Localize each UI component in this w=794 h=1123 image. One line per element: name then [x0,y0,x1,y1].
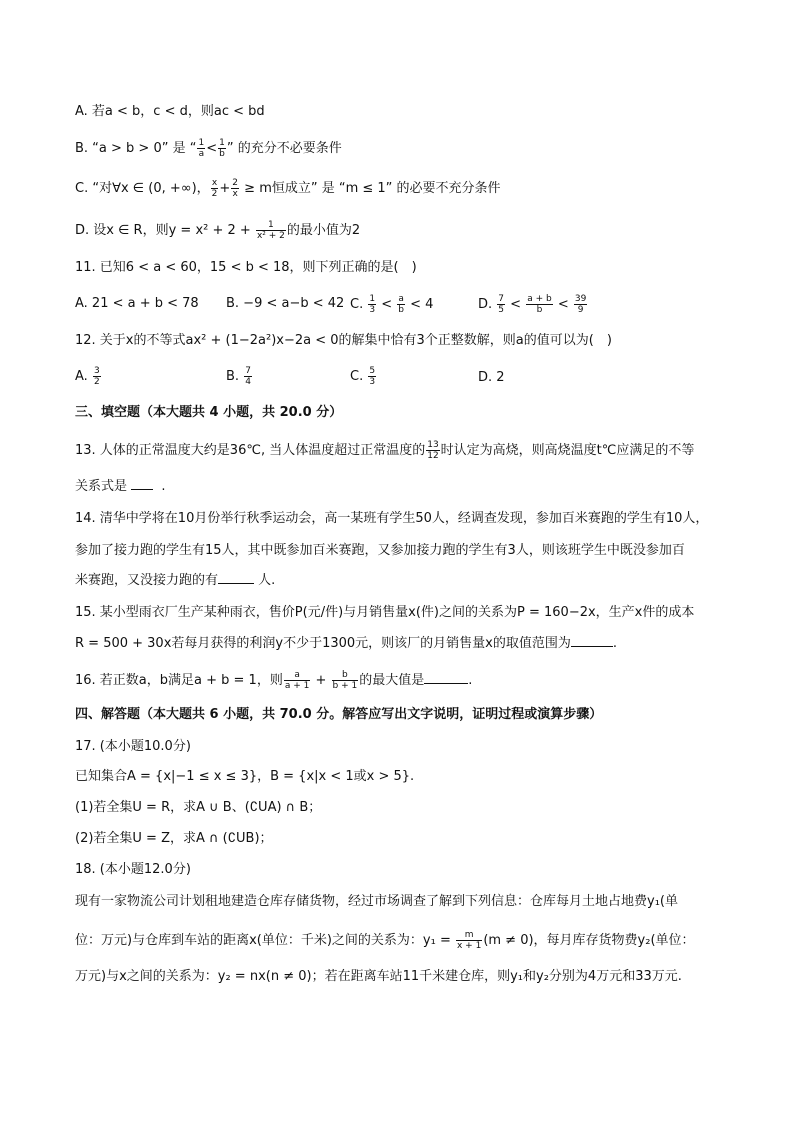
fraction: $\frac{7}{4}$ [245,366,251,387]
fraction: $\frac{13}{12}$ [427,440,439,461]
q12-option-a: A. $\frac{3}{2}$ [75,366,100,387]
q10-option-a: A. 若a < b，c < d，则ac < bd [75,104,265,119]
q12-option-b: B. $\frac{7}{4}$ [226,366,251,387]
fraction: $\frac{3}{2}$ [93,366,100,387]
q16-line: 16. 若正数a，b满足a + b = 1，则 $\frac{a}{a + 1}$ + $\frac{b}{b + 1}$ 的最大值是 . [75,670,473,691]
q18-line2: 位：万元)与仓库到车站的距离x(单位：千米)之间的关系为：y₁ = $\frac{m}{x + 1}$ (m ≠ 0)，每月库存货物费y₂(单位： [75,930,695,951]
q13-line1: 13. 人体的正常温度大约是36℃, 当人体温度超过正常温度的 $\frac{13}{12}$ 时认定为高烧，则高烧温度t℃应满足的不等 [75,440,695,461]
fraction: $\frac{1}{\text{x² + 2}}$ [256,220,285,241]
fraction: $\frac{1}{b}$ [219,138,225,159]
q10-option-c: C. “对∀x ∈ (0, +∞)， $\frac{x}{2}$ + $\frac{2}{x}$ ≥ m恒成立” 是 “m ≤ 1” 的必要不充分条件 [75,178,501,199]
q14-line2: 参加了接力跑的学生有15人，其中既参加百米赛跑，又参加接力跑的学生有3人，则该班学生中既没参加百 [75,543,685,558]
q11-option-a: A. 21 < a + b < 78 [75,296,199,311]
q17-line1: 已知集合A = {x|−1 ≤ x ≤ 3}，B = {x|x < 1或x > 5}. [75,769,415,784]
answer-blank[interactable] [131,477,153,490]
q12-option-d: D. 2 [478,370,505,385]
fraction: $\frac{7}{5}$ [498,294,505,315]
fraction: $\frac{x}{2}$ [211,178,218,199]
q18-line1: 现有一家物流公司计划租地建造仓库存储货物，经过市场调查了解到下列信息：仓库每月土地占地费y₁(单 [75,894,678,909]
q17-title: 17. (本小题10.0分) [75,739,191,754]
answer-blank[interactable] [424,671,468,684]
q10-option-b: B. “a > b > 0” 是 “ $\frac{1}{a}$ < $\frac{1}{b}$ ” 的充分不必要条件 [75,138,342,159]
q14-line3: 米赛跑，又没接力跑的有 人. [75,573,276,588]
q10-option-d: D. 设x ∈ R，则y = x² + 2 + $\frac{1}{\text{x² + 2}}$ 的最小值为2 [75,220,361,241]
q17-line2: (1)若全集U = R，求A ∪ B、(∁UA) ∩ B； [75,800,322,815]
q11-option-b: B. −9 < a−b < 42 [226,296,345,311]
answer-blank[interactable] [571,634,613,647]
answer-blank[interactable] [218,571,254,584]
q18-line3: 万元)与x之间的关系为：y₂ = nx(n ≠ 0)；若在距离车站11千米建仓库，则y₁和y₂分别为4万元和33万元. [75,969,682,984]
fraction: $\frac{a}{b}$ [398,294,404,315]
q11-stem: 11. 已知6 < a < 60，15 < b < 18，则下列正确的是( ) [75,260,417,275]
fraction: $\frac{39}{9}$ [574,294,587,315]
q11-option-d: D. $\frac{7}{5}$ < $\frac{a + b}{b}$ < $\frac{39}{9}$ [478,294,587,315]
fraction: $\frac{1}{a}$ [198,138,205,159]
q18-title: 18. (本小题12.0分) [75,862,191,877]
fraction: $\frac{5}{3}$ [369,366,376,387]
fraction: $\frac{2}{x}$ [232,178,239,199]
section-heading-solutions: 四、解答题（本大题共 6 小题，共 70.0 分。解答应写出文字说明，证明过程或演算步骤） [75,707,603,722]
q12-option-c: C. $\frac{5}{3}$ [350,366,376,387]
q14-line1: 14. 清华中学将在10月份举行秋季运动会，高一某班有学生50人，经调查发现，参加百米赛跑的学生有10人， [75,511,709,526]
fraction: $\frac{a + b}{b}$ [527,294,552,315]
q15-line2: R = 500 + 30x若每月获得的利润y不少于1300元，则该厂的月销售量x的取值范围为 . [75,636,618,651]
q15-line1: 15. 某小型雨衣厂生产某种雨衣，售价P(元/件)与月销售量x(件)之间的关系为P = 160−2x，生产x件的成本 [75,605,695,620]
fraction: $\frac{m}{x + 1}$ [456,930,482,951]
section-heading-fill-in: 三、填空题（本大题共 4 小题，共 20.0 分） [75,405,343,420]
q12-stem: 12. 关于x的不等式ax² + (1−2a²)x−2a < 0的解集中恰有3个正整数解，则a的值可以为( ) [75,333,612,348]
q17-line3: (2)若全集U = Z，求A ∩ (∁UB)； [75,831,273,846]
fraction: $\frac{a}{a + 1}$ [284,670,310,691]
q11-option-c: C. $\frac{1}{3}$ < $\frac{a}{b}$ < 4 [350,294,434,315]
fraction: $\frac{1}{3}$ [369,294,376,315]
q13-line2: 关系式是 . [75,479,166,494]
fraction: $\frac{b}{b + 1}$ [332,670,358,691]
